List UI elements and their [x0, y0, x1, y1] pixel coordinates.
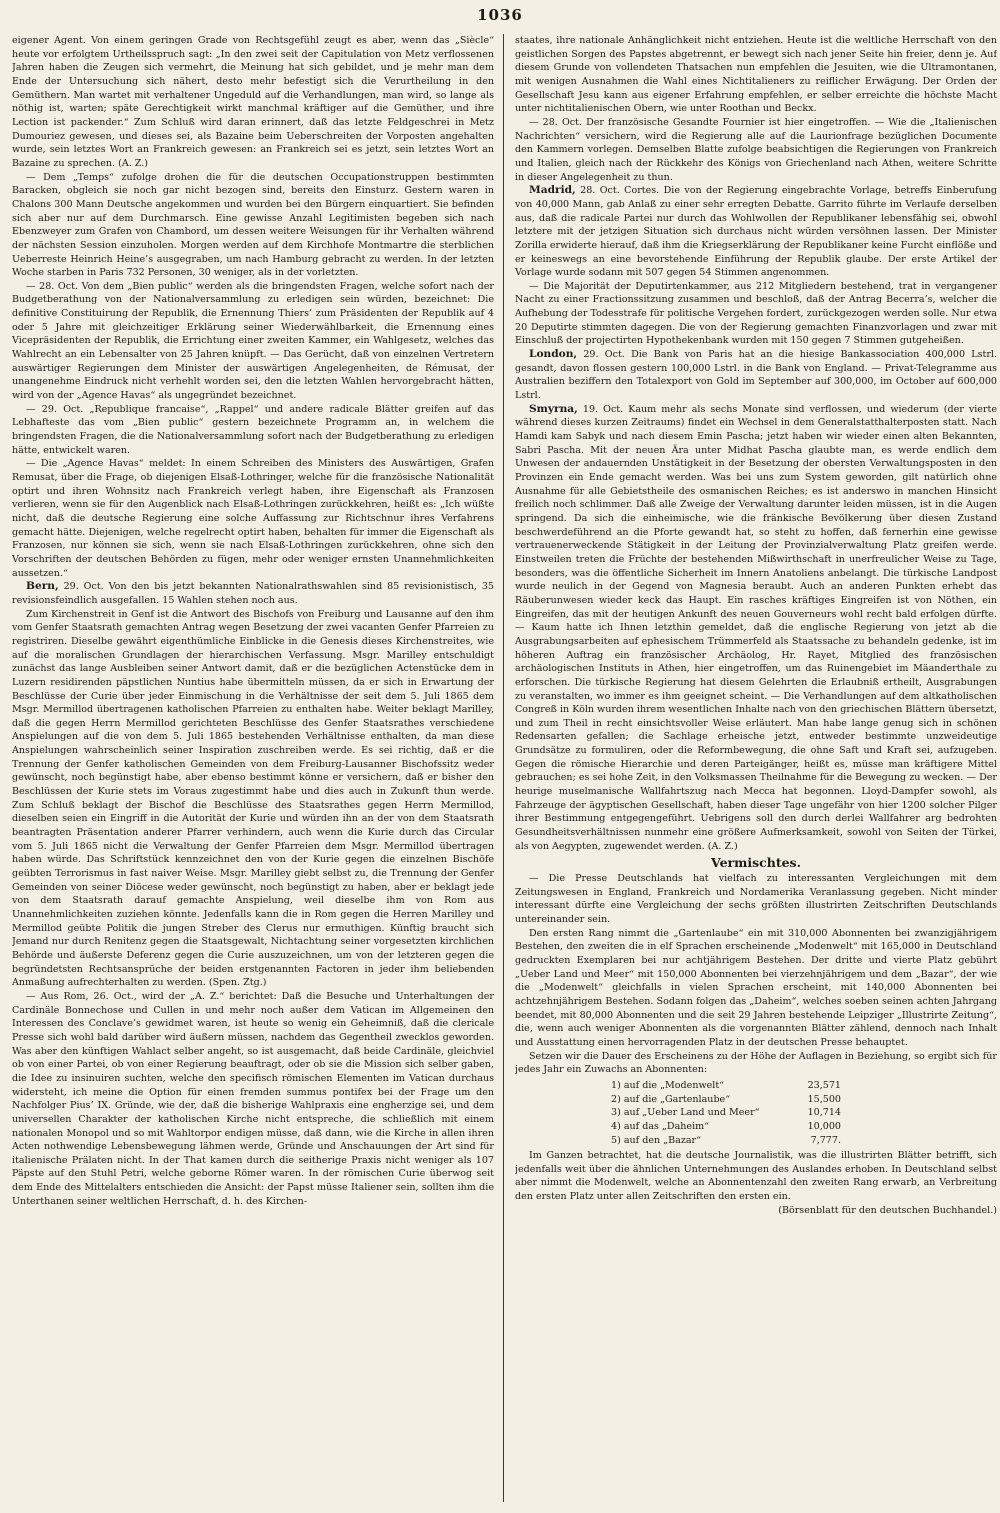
article-paragraph: — Dem „Temps“ zufolge drohen die für die deutschen Occupationstruppen bestimmten Baracken, obgleich sie noch gar nicht bezogen sind, bereits den Einsturz. Gestern waren in Chalons 300 Mann Deutsche angekommen und wurden bei den Bürgern einquartiert. Sie befinden sich aber nur auf dem Durchmarsch. Eine gewisse Anzahl Legitimisten begeben sich nach Ebenzweyer zum Grafen von Chambord, um dessen weitere Weisungen für ihr Verhalten während der nächsten Session einzuholen. Morgen werden auf dem Kirchhofe Montmartre die sterblichen Ueberreste Heinrich Heine’s ausgegraben, um nach Hamburg gebracht zu werden. In der letzten Woche starben in Paris 732 Personen, 30 weniger, als in der vorletzten. [12, 171, 494, 279]
article-paragraph: staates, ihre nationale Anhänglichkeit nicht entziehen. Heute ist die weltliche Herrschaft von den geistlichen Sorgen des Papstes abgetrennt, er bewegt sich nach jener Seite hin freier, denn je. Auf diesem Grunde von vollendeten Thatsachen nun empfehlen die Jesuiten, wie die Ultramontanen, mit wenigen Ausnahmen die Wahl eines Nichtitalieners zu reiflicher Erwägung. Der Orden der Gesellschaft Jesu kann aus eigener Erfahrung empfehlen, er selber erreichte die höchste Macht unter nichtitalienischen Obern, wie unter Roothan und Beckx. [515, 35, 997, 115]
article-paragraph: Den ersten Rang nimmt die „Gartenlaube“ ein mit 310,000 Abonnenten bei zwanzigjährigem Bestehen, den zweiten die in elf Sprachen erscheinende „Modenwelt“ mit 165,000 in Deutschland gedruckten Exemplaren bei nur achtjährigem Bestehen. Der dritte und vierte Platz gebührt „Ueber Land und Meer“ mit 150,000 Abonnenten bei vierzehnjährigem und dem „Bazar“, der wie die „Modenwelt“ gleichfalls in vielen Sprachen erscheint, mit 140,000 Abonnenten bei achtzehnjährigem Bestehen. Sodann folgen das „Daheim“, welches soeben seinen achten Jahrgang beendet, mit 80,000 Abonnenten und die seit 29 Jahren bestehende Leipziger „Illustrirte Zeitung“, die, wenn auch weniger Abonnenten als die vorgenannten Blätter zählend, dennoch nach Inhalt und Ausstattung einen hervorragenden Platz in der deutschen Presse behauptet. [515, 927, 997, 1048]
article-paragraph: Setzen wir die Dauer des Erscheinens zu der Höhe der Auflagen in Beziehung, so ergibt sich für jedes Jahr ein Zuwachs an Abonnenten: [515, 1050, 997, 1076]
dateline-text: 28. Oct. Cortes. Die von der Regierung eingebrachte Vorlage, betreffs Einberufung von 40,000 Mann, gab Anlaß zu einer sehr erregten Debatte. Garrito führte im Verlaufe derselben aus, daß die radicale Partei nur durch das Wohlwollen der Republikaner lebensfähig sei, obwohl letztere mit der jetzigen Situation sich durchaus nicht würden versöhnen lassen. Der Minister Zorilla erwiderte hierauf, daß ihm die Kriegserklärung der Republikaner keine Furcht einflöße und er keineswegs an eine bevorstehende Einführung der Republik glaube. Der erste Artikel der Vorlage wurde sodann mit 507 gegen 54 Stimmen angenommen. [515, 185, 997, 279]
dateline-paragraph [515, 184, 997, 280]
subscriber-growth-list [611, 1079, 997, 1147]
article-paragraph: Im Ganzen betrachtet, hat die deutsche Journalistik, was die illustrirten Blätter betrifft, sich jedenfalls weit über die ähnlichen Unternehmungen des Auslandes erhoben. In Deutschland selbst aber nimmt die Modenwelt, welche an Abonnentenzahl den zweiten Rang erwarb, an Verbreitung den ersten Platz unter allen Zeitschriften den ersten ein. [515, 1150, 997, 1203]
dateline-paragraph [12, 580, 494, 607]
column-divider [503, 34, 504, 1502]
list-item-value: 10,000 [807, 1120, 841, 1132]
article-paragraph: Zum Kirchenstreit in Genf ist die Antwort des Bischofs von Freiburg und Lausanne auf den ihm vom Genfer Staatsrath gemachten Antrag wegen Besetzung der zwei vacanten Genfer Pfarreien zu registriren. Dieselbe gewährt eigenthümliche Einblicke in die Genesis dieses Kirchenstreites, wie auf die moralischen Grundlagen der hierarchischen Verfassung. Msgr. Marilley entschuldigt zunächst das lange Ausbleiben seiner Antwort damit, daß er die bezüglichen Actenstücke dem in Luzern residirenden päpstlichen Nuntius habe übermitteln müssen, da er sich in Erwartung der Beschlüsse der Curie über jeder Einmischung in die Verhältnisse der seit dem 5. Juli 1865 dem Msgr. Mermillod übertragenen katholischen Pfarreien zu enthalten habe. Weiter beklagt Marilley, daß die gegen Herrn Mermillod gerichteten Beschlüsse des Genfer Staatsrathes verschiedene Anspielungen auf die von dem 5. Juli 1865 bestehenden Verhältnisse enthalten, da man diese Anspielungen wahrscheinlich seiner Inspiration zuschreiben werde. Es sei richtig, daß er die Trennung der Genfer katholischen Gemeinden von dem Freiburg-Lausanner Bischofssitz weder gewünscht, noch begünstigt habe, aber ebenso bestimmt könne er versichern, daß er bisher den Beschlüssen der Kurie stets im Voraus zugestimmt habe und dies auch in Zukunft thun werde. Zum Schluß beklagt der Bischof die Beschlüsse des Staatsrathes gegen Herrn Mermillod, dieselben seien ein Eingriff in die Autorität der Kurie und würden ihn an der von dem Staatsrath beantragten Präsentation anderer Pfarrer verhindern, auch wenn die Kurie durch das Circular vom 5. Juli 1865 nicht die Verwaltung der Genfer Pfarreien dem Msgr. Mermillod übertragen haben würde. Das Schriftstück kennzeichnet den von der Kurie gegen die einzelnen Bischöfe geübten Terrorismus in fast naiver Weise. Msgr. Marilley giebt selbst zu, die Trennung der Genfer Gemeinden von seiner Diöcese weder gewünscht, noch begünstigt zu haben, aber er beklagt jede von dem Staatsrath darauf gemachte Anspielung, weil dieselbe ihm von Rom aus Unannehmlichkeiten zuziehen könnte. Jedenfalls kann die in Rom gegen die Herren Marilley und Mermillod geübte Politik die jungen Streber des Clerus nur ermuthigen. Künftig braucht sich Jemand nur durch Renitenz gegen die Staatsgewalt, Nichtachtung seiner vorgesetzten kirchlichen Behörde und äußerste Deferenz gegen die Curie auszuzeichnen, um von der letzteren gegen die begründetsten Rechtsansprüche der beiden erstgenannten Factoren in jeder ihm beliebenden Anmaßung aufrechterhalten zu werden. (Spen. Ztg.) [12, 608, 494, 989]
page-number: 1036 [477, 6, 523, 24]
list-item-label: 4) auf das „Daheim“ [611, 1120, 710, 1132]
dateline-text: 29. Oct. Die Bank von Paris hat an die hiesige Bankassociation 400,000 Lstrl. gesandt, davon flossen gestern 100,000 Lstrl. in die Bank von England. — Privat-Telegramme aus Australien beziffern den Totalexport von Gold im September auf 300,000, im October auf 600,000 Lstrl. [515, 349, 997, 402]
source-citation: (Börsenblatt für den deutschen Buchhandel.) [778, 1204, 997, 1216]
article-paragraph: — 28. Oct. Der französische Gesandte Fournier ist hier eingetroffen. — Wie die „Italienischen Nachrichten“ versichern, wird die Regierung alle auf die Laurionfrage bezüglichen Documente den Kammern vorlegen. Demselben Blatte zufolge beabsichtigen die Regierungen von Frankreich und Italien, gleich nach der Rückkehr des Königs von Griechenland nach Athen, weitere Schritte in dieser Angelegenheit zu thun. [515, 116, 997, 183]
article-paragraph: eigener Agent. Von einem geringen Grade von Rechtsgefühl zeugt es aber, wenn das „Siècle“ heute vor erfolgtem Urtheilsspruch sagt: „In den zwei seit der Capitulation von Metz verflossenen Jahren haben die Zeugen sich vermehrt, die Meinung hat sich gebildet, und je mehr man dem Ende der Untersuchung sich nähert, desto mehr befestigt sich die Verurtheilung in den Gemüthern. Man wartet mit verhaltener Ungeduld auf die Verhandlungen, man wird, so lange als nöthig ist, warten; späte Gerechtigkeit wirkt manchmal kräftiger auf die Gemüther, und ihre Lection ist packender.“ Zum Schluß wird daran erinnert, daß das letzte Feldgeschrei in Metz Dumouriez gewesen, und dieses sei, als Bazaine beim Ueberschreiten der Vorposten angehalten wurde, sein letztes Wort an Frankreich gewesen: an Frankreich sei es jetzt, sein letztes Wort an Bazaine zu sprechen. (A. Z.) [12, 35, 494, 169]
article-paragraph: — Die „Agence Havas“ meldet: In einem Schreiben des Ministers des Auswärtigen, Grafen Remusat, über die Frage, ob diejenigen Elsaß-Lothringer, welche für die französische Nationalität optirt und ihren Wohnsitz nach Frankreich verlegt haben, ihre Eigenschaft als Franzosen verlieren, wenn sie für den Augenblick nach Elsaß-Lothringen zurückkehren, heißt es: „Ich wüßte nicht, daß die deutsche Regierung eine solche Auffassung zur Richtschnur ihres Verfahrens gemacht hätte. Diejenigen, welche regelrecht optirt haben, behalten für immer die Eigenschaft als Franzosen, nur können sie sich, wenn sie nach Elsaß-Lothringen zurückkehren, ohne sich den Vorschriften der deutschen Behörden zu fügen, mehr oder weniger ernsten Unannehmlichkeiten aussetzen.“ [12, 458, 494, 579]
section-heading: Vermischtes. [711, 855, 801, 871]
article-paragraph: — Aus Rom, 26. Oct., wird der „A. Z.“ berichtet: Daß die Besuche und Unterhaltungen der Cardinäle Bonnechose und Cullen in und mehr noch außer dem Vatican im Allgemeinen den Interessen des Conclave’s gewidmet waren, ist heute so wenig ein Geheimniß, daß die clericale Presse sich wohl bald darüber wird äußern müssen, nachdem das Gegentheil zwecklos geworden. Was aber den künftigen Wahlact selber angeht, so ist ausgemacht, daß beide Cardinäle, gleichviel ob von einer Partei, ob von einer Regierung beauftragt, oder ob sie die Mission sich selber gaben, die Idee zu insinuiren suchten, welche den specifisch römischen Elementen im Vatican durchaus widersteht, ich meine die Option für einen fremden summus pontifex bei der Frage um den Nachfolger Pius’ IX. Gründe, wie der, daß die bisherige Wahlpraxis eine engherzige sei, und dem universellen Charakter der katholischen Kirche nicht entspreche, die schließlich mit einem nationalen Monopol und so mit Wahltorpor endigen müsse, daß dann, wie die Kirche in allen ihren Acten nothwendige Lebensbewegung lähmen werde, Gründe und Anschauungen der Art sind für italienische Prälaten nicht. In der That kamen durch die seitherige Praxis nicht weniger als 107 Päpste auf den Stuhl Petri, welche geborne Römer waren. In der römischen Curie überwog seit dem Ende des Mittelalters entschieden die Ansicht: der Papst müsse Italiener sein, sollten ihm die Unterthanen seiner weltlichen Herrschaft, d. h. des Kirchen- [12, 990, 494, 1207]
left-column [12, 34, 494, 1513]
dateline-text: 29. Oct. Von den bis jetzt bekannten Nationalrathswahlen sind 85 revisionistisch, 35 revisionsfeindlich ausgefallen. 15 Wahlen stehen noch aus. [12, 581, 494, 606]
article-paragraph: — 29. Oct. „Republique francaise“, „Rappel“ und andere radicale Blätter greifen auf das Lebhafteste das vom „Bien public“ gestern bezeichnete Programm an, in welchem die bringendsten Fragen, die die Nationalversammlung sofort nach der Budgetberathung zu erledigen hätte, entwickelt waren. [12, 403, 494, 456]
list-item-label: 1) auf die „Modenwelt“ [611, 1079, 725, 1091]
article-paragraph: — 28. Oct. Von dem „Bien public“ werden als die bringendsten Fragen, welche sofort nach der Budgetberathung von der Nationalversammlung zu erledigen sein würden, bezeichnet: Die definitive Constituirung der Republik, die Ernennung Thiers’ zum Präsidenten der Republik auf 4 oder 5 Jahre mit gleichzeitiger Erklärung seiner Wiederwählbarkeit, die Ernennung eines Vicepräsidenten der Republik, die Errichtung einer zweiten Kammer, ein Wahlgesetz, welches das Wahlrecht an ein Lebensalter von 25 Jahren knüpft. — Das Gerücht, daß von einzelnen Vertretern auswärtiger Regierungen dem Minister der auswärtigen Angelegenheiten, de Rémusat, der unangenehme Eindruck nicht verhehlt worden sei, den die letzten Wahlen hervorgebracht hätten, wird von der „Agence Havas“ als ungegründet bezeichnet. [12, 280, 494, 402]
right-column [515, 34, 997, 1513]
list-item-value: 23,571 [807, 1079, 841, 1091]
dateline-place: Bern, [26, 580, 59, 593]
article-paragraph: — Die Majorität der Deputirtenkammer, aus 212 Mitgliedern bestehend, trat in vergangener Nacht zu einer Fractionssitzung zusammen und beschloß, daß der Antrag Becerra’s, welcher die Aufhebung der Todesstrafe für politische Vergehen fordert, zurückgezogen werden solle. Nur etwa 20 Deputirte stimmten dagegen. Die von der Regierung gemachten Finanzvorlagen und zwar mit Einschluß der projectirten Hypothekenbank wurden mit 150 gegen 7 Stimmen gutgeheißen. [515, 280, 997, 347]
list-item-label: 5) auf den „Bazar“ [611, 1134, 702, 1146]
list-item [611, 1120, 841, 1134]
article-paragraph: — Die Presse Deutschlands hat vielfach zu interessanten Vergleichungen mit dem Zeitungswesen in England, Frankreich und Nordamerika Veranlassung gegeben. Nicht minder interessant dürfte eine Vergleichung der sechs größten illustrirten Zeitschriften Deutschlands untereinander sein. [515, 873, 997, 925]
list-item [611, 1079, 841, 1093]
dateline-paragraph [515, 403, 997, 854]
list-item-label: 3) auf „Ueber Land und Meer“ [611, 1107, 760, 1119]
list-item-value: 15,500 [807, 1093, 841, 1105]
dateline-text: 19. Oct. Kaum mehr als sechs Monate sind verflossen, und wiederum (der vierte während dieses kurzen Zeitraums) findet ein Wechsel in dem Generalstatthalterposten statt. Nach Hamdi kam Sabyk und nach diesem Emin Pascha; jetzt haben wir wieder einen alten Bekannten, Sabri Pascha. Mit der neuen Ära unter Midhat Pascha glaubte man, es werde endlich dem Unwesen der andauernden Unstätigkeit in der Besetzung der obersten Verwaltungsposten in den Provinzen ein Ende gemacht werden. Was bei uns zum System geworden, gilt natürlich ohne Ausnahme für alle Gebietstheile des osmanischen Reiches; es ist anderswo in manchen Hinsicht freilich noch schlimmer. Daß alle Zweige der Verwaltung darunter leiden müssen, ist in die Augen springend. Da sich die einheimische, wie die fränkische Bevölkerung über diesen Zustand beschwerdeführend an die Pforte gewandt hat, so steht zu hoffen, daß fernerhin eine gewisse vertrauenerweckende Stätigkeit in der Leitung der Provinzialverwaltung Platz greifen werde. Einstweilen treten die Früchte der bestehenden Mißwirthschaft in unerfreulicher Weise zu Tage, besonders, was die öffentliche Sicherheit im Innern Anatoliens anbelangt. Die türkische Landpost wurde neulich in der Gegend von Magnesia beraubt. Auch an anderen Punkten erhebt das Räuberunwesen wieder keck das Haupt. Ein rasches kräftiges Eingreifen ist von Nöthen, ein Eingreifen, das mit der heutigen Ankunft des neuen Gouverneurs wohl recht bald erfolgen dürfte. — Kaum hatte ich Ihnen letzthin gemeldet, daß die englische Regierung von jetzt ab die Ausgrabungsarbeiten auf ephesischem Trümmerfeld als Staatssache zu behandeln gedenke, ist im höheren Auftrag ein französischer Archäolog, Hr. Rayet, Mitglied des französischen archäologischen Instituts in Athen, hier eingetroffen, um das Ruinengebiet im Mäanderthale zu erforschen. Die türkische Regierung hat diesem Gelehrten die Erlaubniß ertheilt, Ausgrabungen zu veranstalten, wo immer es ihm geeignet scheint. — Die Verhandlungen auf dem altkatholischen Congreß in Köln wurden ihrem wesentlichen Inhalte nach von den griechischen Blättern übersetzt, und zum Theil in recht einsichtsvoller Weise erläutert. Man habe lange genug sich in schönen Redensarten gefallen; die Sachlage erheische jetzt, entweder bestimmte unzweideutige Grundsätze zu formuliren, oder die Reformbewegung, die ohne Saft und Kraft sei, aufzugeben. Gegen die römische Hierarchie und deren Parteigänger, heißt es, müsse man kräftigere Mittel gebrauchen; es sei hohe Zeit, in den Volksmassen Theilnahme für die Bewegung zu wecken. — Der heurige muselmanische Wallfahrtszug nach Mecca hat begonnen. Lloyd-Dampfer sowohl, als Fahrzeuge der ägyptischen Gesellschaft, haben dieser Tage ungefähr von hier 1200 solcher Pilger ihrer Bestimmung entgegengeführt. Uebrigens soll den durch derlei Wallfahrer arg bedrohten Gesundheitsverhältnissen nunmehr eine größere Aufmerksamkeit, sowohl von Seiten der Türkei, als von Aegypten, zugewendet werden. (A. Z.) [515, 403, 997, 852]
dateline-place: London, [529, 348, 578, 361]
list-item [611, 1106, 841, 1120]
list-item-label: 2) auf die „Gartenlaube“ [611, 1093, 731, 1105]
dateline-place: Smyrna, [529, 402, 578, 415]
list-item-value: 10,714 [807, 1107, 841, 1119]
list-item [611, 1093, 841, 1107]
list-item-value: 7,777. [810, 1134, 841, 1146]
list-item [611, 1134, 841, 1148]
dateline-paragraph [515, 348, 997, 403]
dateline-place: Madrid, [529, 184, 576, 197]
